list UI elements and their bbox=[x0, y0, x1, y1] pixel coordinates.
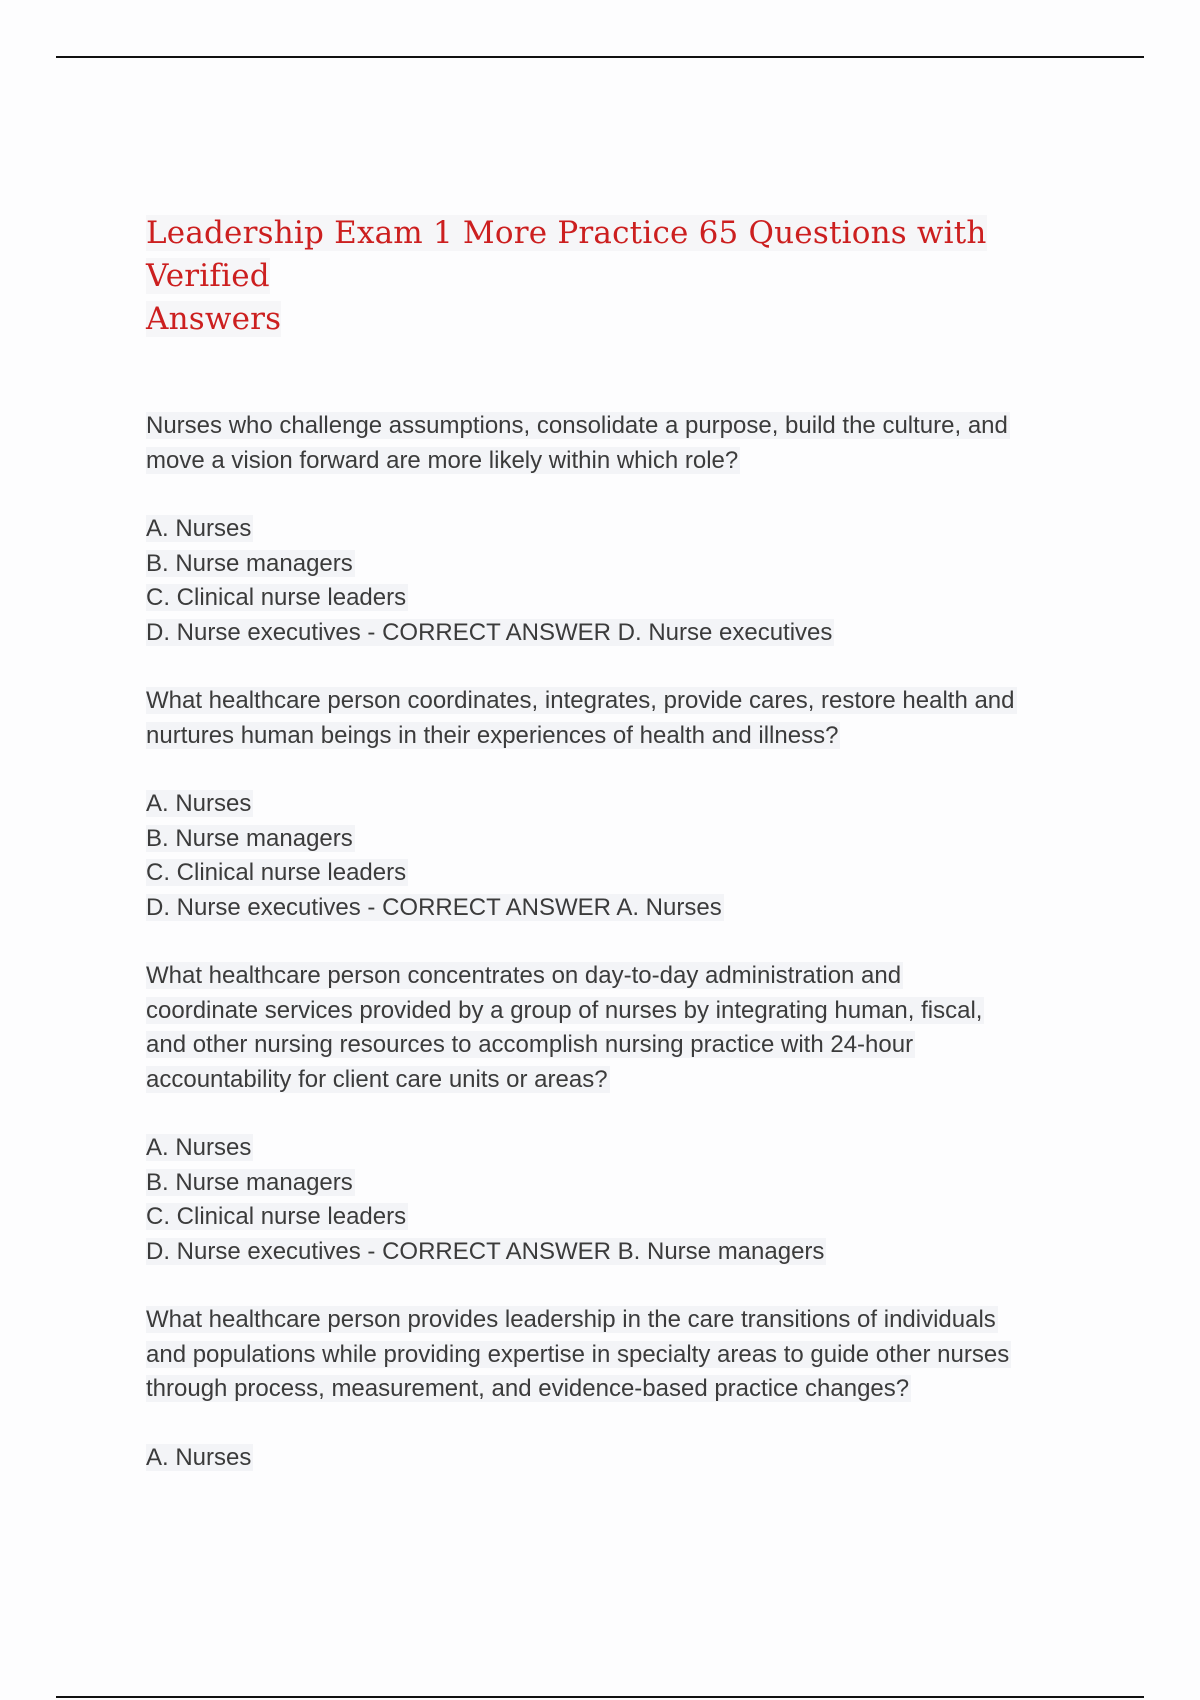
stem-line: move a vision forward are more likely within which role? bbox=[146, 446, 739, 474]
question-stem bbox=[146, 409, 1096, 478]
option-d-with-answer: D. Nurse executives - CORRECT ANSWER A. Nurses bbox=[146, 893, 722, 921]
option-c: C. Clinical nurse leaders bbox=[146, 859, 407, 886]
question-3 bbox=[146, 959, 1096, 1269]
option-d-with-answer: D. Nurse executives - CORRECT ANSWER B. Nurse managers bbox=[146, 1237, 825, 1265]
option-b: B. Nurse managers bbox=[146, 1168, 353, 1196]
option-c: C. Clinical nurse leaders bbox=[146, 584, 407, 611]
option-c: C. Clinical nurse leaders bbox=[146, 1203, 407, 1230]
question-stem bbox=[146, 684, 1096, 753]
stem-line: accountability for client care units or areas? bbox=[146, 1065, 608, 1093]
document-title bbox=[146, 212, 1096, 341]
option-b: B. Nurse managers bbox=[146, 549, 353, 577]
answer-options bbox=[146, 787, 1096, 925]
question-list bbox=[146, 409, 1096, 1475]
stem-line: coordinate services provided by a group of nurses by integrating human, fiscal, bbox=[146, 996, 983, 1024]
option-a: A. Nurses bbox=[146, 790, 252, 817]
option-b: B. Nurse managers bbox=[146, 824, 353, 852]
title-line-2: Answers bbox=[146, 301, 282, 337]
stem-line: and other nursing resources to accomplish nursing practice with 24-hour bbox=[146, 1031, 914, 1058]
stem-line: and populations while providing expertise in specialty areas to guide other nurses bbox=[146, 1340, 1010, 1368]
stem-line: What healthcare person concentrates on day-to-day administration and bbox=[146, 962, 902, 989]
stem-line: through process, measurement, and evidence-based practice changes? bbox=[146, 1375, 910, 1402]
question-4 bbox=[146, 1303, 1096, 1475]
option-a: A. Nurses bbox=[146, 1443, 252, 1471]
header-rule bbox=[56, 56, 1144, 58]
answer-options bbox=[146, 512, 1096, 650]
question-stem bbox=[146, 959, 1096, 1097]
stem-line: Nurses who challenge assumptions, consolidate a purpose, build the culture, and bbox=[146, 412, 1008, 439]
title-line-1: Leadership Exam 1 More Practice 65 Questions with Verified bbox=[146, 215, 987, 294]
option-a: A. Nurses bbox=[146, 515, 252, 542]
stem-line: nurtures human beings in their experiences of health and illness? bbox=[146, 721, 839, 749]
question-2 bbox=[146, 684, 1096, 925]
option-a: A. Nurses bbox=[146, 1134, 252, 1161]
stem-line: What healthcare person provides leadership in the care transitions of individuals bbox=[146, 1306, 996, 1333]
answer-options bbox=[146, 1131, 1096, 1269]
answer-options bbox=[146, 1441, 1096, 1476]
question-stem bbox=[146, 1303, 1096, 1407]
option-d-with-answer: D. Nurse executives - CORRECT ANSWER D. Nurse executives bbox=[146, 618, 833, 646]
question-1 bbox=[146, 409, 1096, 650]
stem-line: What healthcare person coordinates, integrates, provide cares, restore health and bbox=[146, 687, 1015, 714]
document-body bbox=[146, 212, 1096, 1509]
footer-rule bbox=[56, 1696, 1144, 1698]
